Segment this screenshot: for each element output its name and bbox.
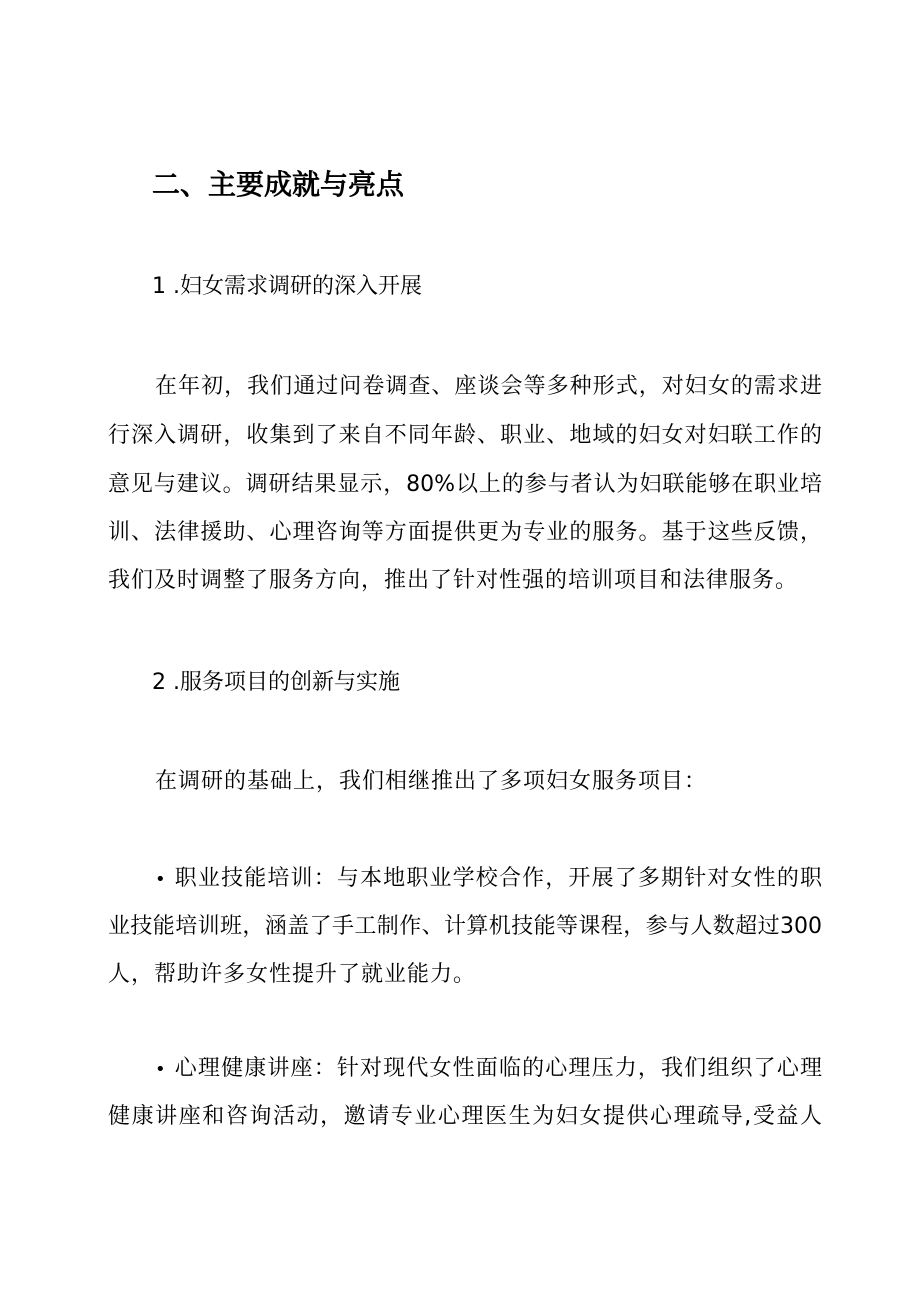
bullet-line: 人，帮助许多女性提升了就业能力。	[108, 962, 477, 987]
paragraph-line: 在年初，我们通过问卷调查、座谈会等多种形式，对妇女的需求进	[155, 374, 822, 399]
bullet-text: 职业技能培训：与本地职业学校合作，开展了多期针对女性的职	[173, 866, 822, 891]
paragraph-line: 行深入调研，收集到了来自不同年龄、职业、地域的妇女对妇联工作的	[108, 423, 822, 448]
section-2-intro: 在调研的基础上，我们相继推出了多项妇女服务项目：	[155, 769, 708, 794]
section-2-title: 2 .服务项目的创新与实施	[152, 670, 400, 695]
bullet-line	[155, 864, 822, 894]
bullet-marker: •	[155, 869, 166, 890]
section-1-title: 1 .妇女需求调研的深入开展	[152, 274, 422, 299]
bullet-line	[155, 1054, 822, 1084]
bullet-line: 健康讲座和咨询活动，邀请专业心理医生为妇女提供心理疏导,受益人	[108, 1104, 822, 1129]
bullet-text: 心理健康讲座：针对现代女性面临的心理压力，我们组织了心理	[173, 1056, 822, 1081]
page-heading: 二、主要成就与亮点	[152, 168, 405, 201]
bullet-line: 业技能培训班，涵盖了手工制作、计算机技能等课程，参与人数超过300	[108, 914, 822, 939]
paragraph-line: 意见与建议。调研结果显示，80%以上的参与者认为妇联能够在职业培	[108, 472, 822, 497]
paragraph-line: 我们及时调整了服务方向，推出了针对性强的培训项目和法律服务。	[108, 568, 799, 593]
paragraph-line: 训、法律援助、心理咨询等方面提供更为专业的服务。基于这些反馈，	[108, 520, 822, 545]
bullet-marker: •	[155, 1059, 166, 1080]
